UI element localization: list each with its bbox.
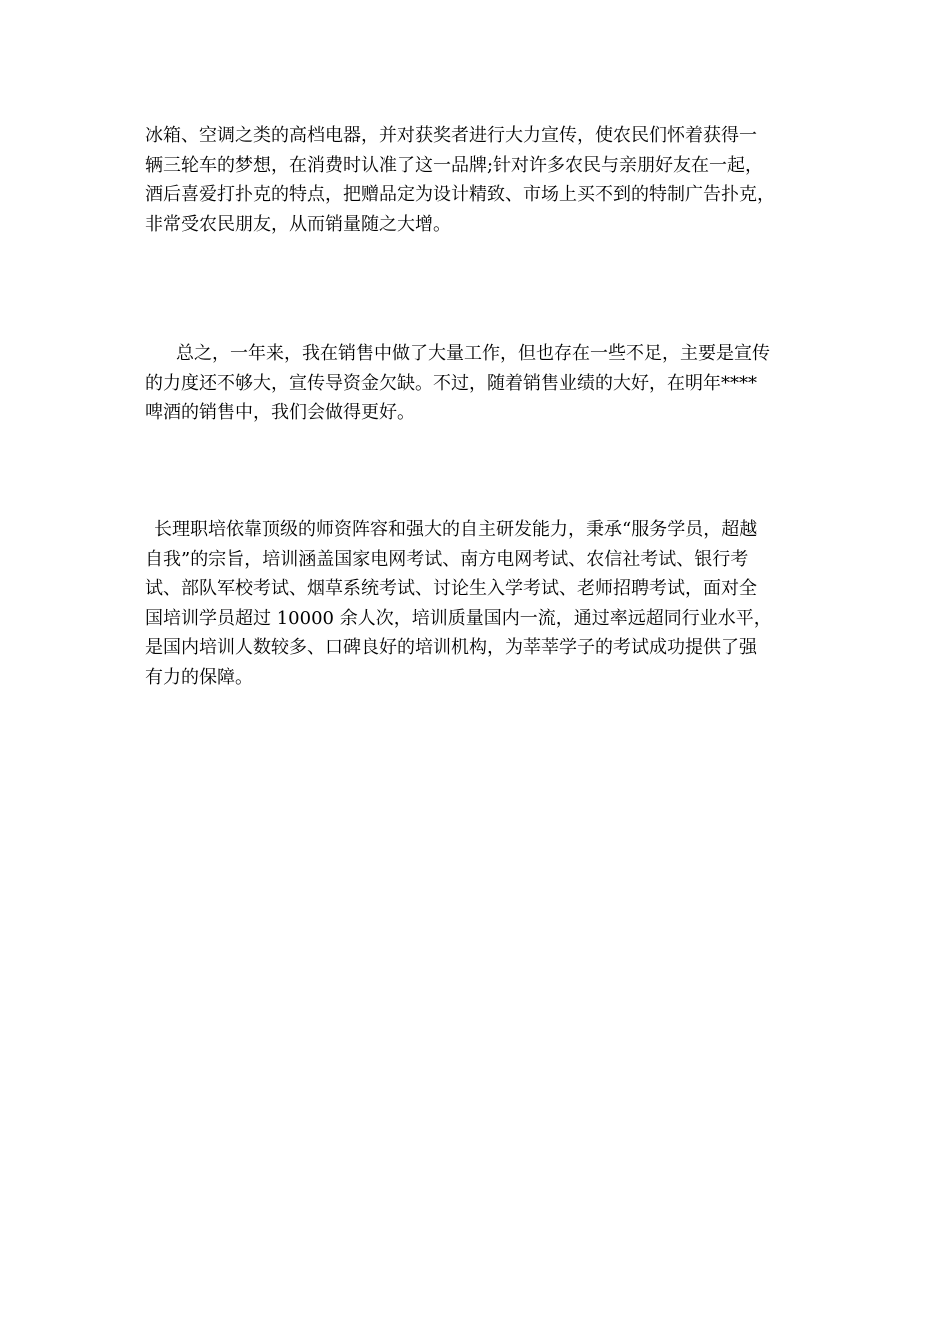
paragraph-line: 辆三轮车的梦想，在消费时认准了这一品牌;针对许多农民与亲朋好友在一起， [145, 154, 764, 176]
paragraph-line: 啤酒的销售中，我们会做得更好。 [145, 402, 415, 423]
paragraph-summary [145, 339, 815, 428]
paragraph-line: 长理职培依靠顶级的师资阵容和强大的自主研发能力，秉承“服务学员，超越 [154, 519, 758, 540]
paragraph-line: 试、部队军校考试、烟草系统考试、讨论生入学考试、老师招聘考试，面对全 [145, 578, 757, 599]
paragraph-line: 自我”的宗旨，培训涵盖国家电网考试、南方电网考试、农信社考试、银行考 [145, 548, 749, 570]
paragraph-line: 有力的保障。 [145, 666, 253, 688]
paragraph-line: 国培训学员超过 10000 余人次，培训质量国内一流，通过率远超同行业水平， [145, 607, 772, 629]
paragraph-line: 是国内培训人数较多、口碑良好的培训机构，为莘莘学子的考试成功提供了强 [145, 637, 757, 658]
paragraph-line: 总之，一年来，我在销售中做了大量工作，但也存在一些不足，主要是宣传 [176, 343, 770, 364]
paragraph-line: 酒后喜爱打扑克的特点，把赠品定为设计精致、市场上买不到的特制广告扑克， [145, 184, 775, 205]
paragraph-promotion [145, 121, 815, 239]
paragraph-line: 冰箱、空调之类的高档电器，并对获奖者进行大力宣传，使农民们怀着获得一 [145, 125, 757, 146]
paragraph-training-ad [145, 515, 815, 692]
paragraph-line: 的力度还不够大，宣传导资金欠缺。不过，随着销售业绩的大好，在明年**** [145, 372, 757, 394]
paragraph-line: 非常受农民朋友，从而销量随之大增。 [145, 213, 451, 235]
